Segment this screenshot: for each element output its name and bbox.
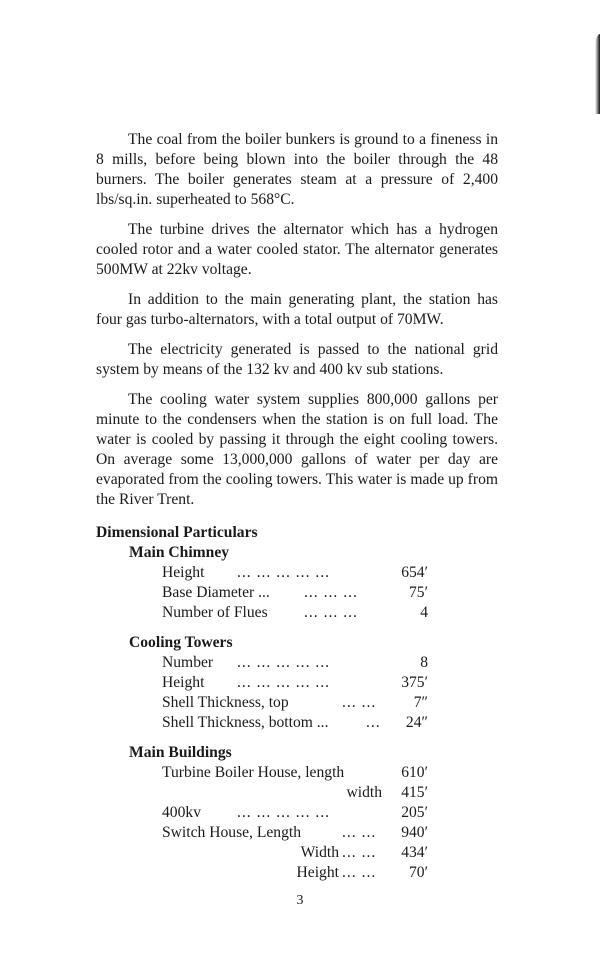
dimensional-particulars [96, 523, 456, 893]
section-heading: Main Buildings [129, 744, 232, 761]
row-value: 7″ [413, 694, 428, 711]
leader-dots: ... ... [342, 694, 377, 711]
table-row [96, 563, 456, 583]
table-row [96, 803, 456, 823]
section-heading: Cooling Towers [129, 634, 233, 651]
row-label: Width [300, 844, 339, 861]
row-value: 375′ [401, 674, 428, 691]
row-value: 70′ [408, 864, 428, 881]
row-value: 24″ [405, 714, 428, 731]
paragraph-grid: The electricity generated is passed to the national grid system by means of the 132 kv and 400 kv sub stations. [96, 341, 498, 378]
row-label: Switch House, Length [162, 824, 302, 841]
page-edge-mark [595, 34, 600, 114]
table-row [96, 693, 456, 713]
row-label: width [346, 784, 382, 801]
row-value: 8 [420, 654, 428, 671]
table-row [96, 713, 456, 733]
table-row [96, 673, 456, 693]
section-cooling-towers [96, 633, 456, 733]
dimensional-particulars-heading: Dimensional Particulars [96, 524, 258, 541]
table-row [96, 823, 456, 843]
section-heading: Main Chimney [129, 544, 230, 561]
leader-dots: ... ... ... ... ... [237, 654, 331, 671]
row-value: 4 [420, 604, 428, 621]
section-main-buildings [96, 743, 456, 883]
row-value: 940′ [401, 824, 428, 841]
table-row [96, 863, 456, 883]
paragraph-coal: The coal from the boiler bunkers is ground to a fineness in 8 mills, before being blown into the boiler through the 48 burners. The boiler generates steam at a pressure of 2,400 lbs/sq.in. superheated to 568°C. [96, 131, 498, 208]
leader-dots: ... ... [342, 844, 377, 861]
paragraph-turbine: The turbine drives the alternator which has a hydrogen cooled rotor and a water cooled stator. The alternator generates 500MW at 22kv voltage. [96, 221, 498, 278]
table-row [96, 843, 456, 863]
row-label: Number [162, 654, 214, 671]
row-label: Turbine Boiler House, length [162, 764, 345, 781]
table-row [96, 783, 456, 803]
leader-dots: ... ... ... ... ... [237, 674, 331, 691]
leader-dots: ... ... ... [304, 604, 358, 621]
table-row [96, 583, 456, 603]
leader-dots: ... ... [342, 824, 377, 841]
row-label: 400kv [162, 804, 201, 821]
leader-dots: ... ... ... ... ... [237, 564, 331, 581]
leader-dots: ... ... [342, 864, 377, 881]
row-value: 610′ [401, 764, 428, 781]
row-label: Base Diameter ... [162, 584, 270, 601]
table-row [96, 603, 456, 623]
row-value: 434′ [401, 844, 428, 861]
leader-dots: ... ... ... [304, 584, 358, 601]
paragraph-gas-turbines: In addition to the main generating plant, the station has four gas turbo-alternators, with a total output of 70MW. [96, 291, 498, 328]
row-label: Height [162, 564, 205, 581]
section-main-chimney [96, 543, 456, 623]
row-value: 205′ [401, 804, 428, 821]
body-text [96, 130, 498, 520]
row-label: Shell Thickness, bottom ... [162, 714, 329, 731]
row-value: 75′ [408, 584, 428, 601]
paragraph-cooling-water: The cooling water system supplies 800,000 gallons per minute to the condensers when the station is on full load. The water is cooled by passing it through the eight cooling towers. On average some 13,000,000 gallons of water per day are evaporated from the cooling towers. This water is made up from the River Trent. [96, 391, 498, 508]
table-row [96, 653, 456, 673]
table-row [96, 763, 456, 783]
row-label: Number of Flues [162, 604, 268, 621]
leader-dots: ... ... ... ... ... [237, 804, 331, 821]
row-label: Height [162, 674, 205, 691]
row-value: 654′ [401, 564, 428, 581]
row-label: Shell Thickness, top [162, 694, 289, 711]
row-label: Height [296, 864, 339, 881]
leader-dots: ... [366, 714, 381, 731]
page-number: 3 [296, 893, 304, 908]
row-value: 415′ [401, 784, 428, 801]
